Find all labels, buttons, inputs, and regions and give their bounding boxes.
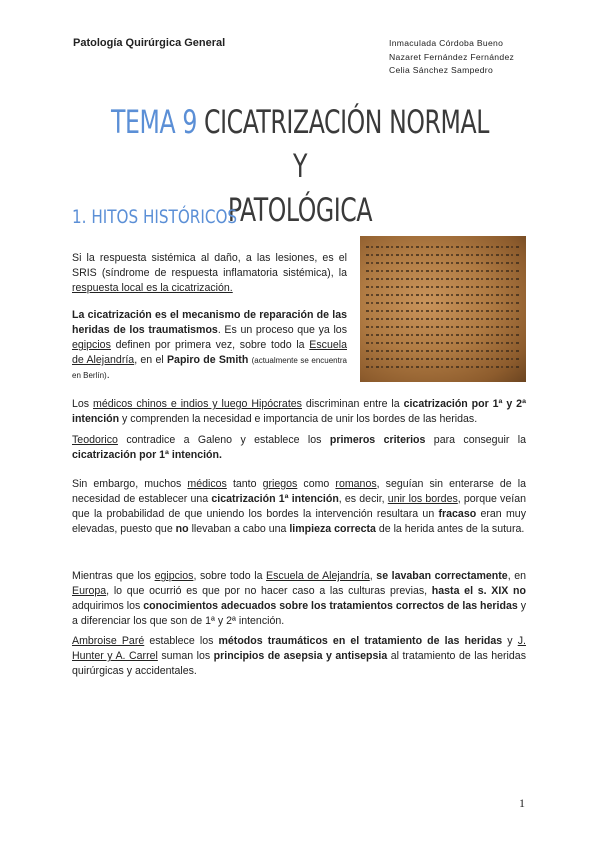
paragraph: Mientras que los egipcios, sobre todo la Escuela de Alejandría, se lavaban correctamente, en Europa, lo que ocurrió es que por no hacer caso a las culturas previas, hasta el s. XIX no adquirimos los conocimientos adecuados sobre los tratamientos correctos de las heridas y a diferenciar los que son de 1ª y 2ª intención. bbox=[72, 570, 527, 627]
author-name: Inmaculada Córdoba Bueno bbox=[389, 38, 504, 48]
papyrus-image bbox=[360, 236, 526, 382]
paragraph: La cicatrización es el mecanismo de reparación de las heridas de los traumatismos. Es un proceso que ya los egipcios definen por primera vez, sobre todo la Escuela de Alejandría, en el Papiro de Smith (actualmente se encuentra en Berlín). bbox=[72, 309, 347, 381]
author-list bbox=[389, 37, 514, 78]
title-line-2: PATOLÓGICA bbox=[227, 191, 373, 229]
paragraph: Los médicos chinos e indios y luego Hipócrates discriminan entre la cicatrización por 1ª y 2ª intención y comprenden la necesidad e importancia de unir los bordes de las heridas. bbox=[72, 398, 526, 425]
author-name: Nazaret Fernández Fernández bbox=[389, 51, 515, 62]
section-heading: 1. HITOS HISTÓRICOS bbox=[72, 206, 238, 228]
title-line-1: CICATRIZACIÓN NORMAL Y bbox=[196, 103, 489, 185]
author-name: Celia Sánchez Sampedro bbox=[389, 65, 494, 76]
course-name: Patología Quirúrgica General bbox=[73, 37, 226, 49]
paragraph: Teodorico contradice a Galeno y establece los primeros criterios para conseguir la cicatrización por 1ª intención. bbox=[72, 434, 526, 461]
paragraph: Sin embargo, muchos médicos tanto griegos como romanos, seguían sin enterarse de la necesidad de establecer una cicatrización 1ª intención, es decir, unir los bordes, porque veían que la probabilidad de que uniendo los bordes la intervención resultara un fracaso eran muy elevadas, puesto que no llevaban a cabo una limpieza correcta de la herida antes de la sutura. bbox=[72, 478, 527, 535]
paragraph: Si la respuesta sistémica al daño, a las lesiones, es el SRIS (síndrome de respuesta inflamatoria sistémica), la respuesta local es la cicatrización. bbox=[72, 252, 347, 294]
page-number: 1 bbox=[519, 796, 525, 810]
paragraph: Ambroise Paré establece los métodos traumáticos en el tratamiento de las heridas y J. Hunter y A. Carrel suman los principios de asepsia y antisepsia al tratamiento de las heridas quirúrgicas y accidentales. bbox=[72, 635, 526, 677]
title-number: TEMA 9 bbox=[111, 103, 197, 141]
